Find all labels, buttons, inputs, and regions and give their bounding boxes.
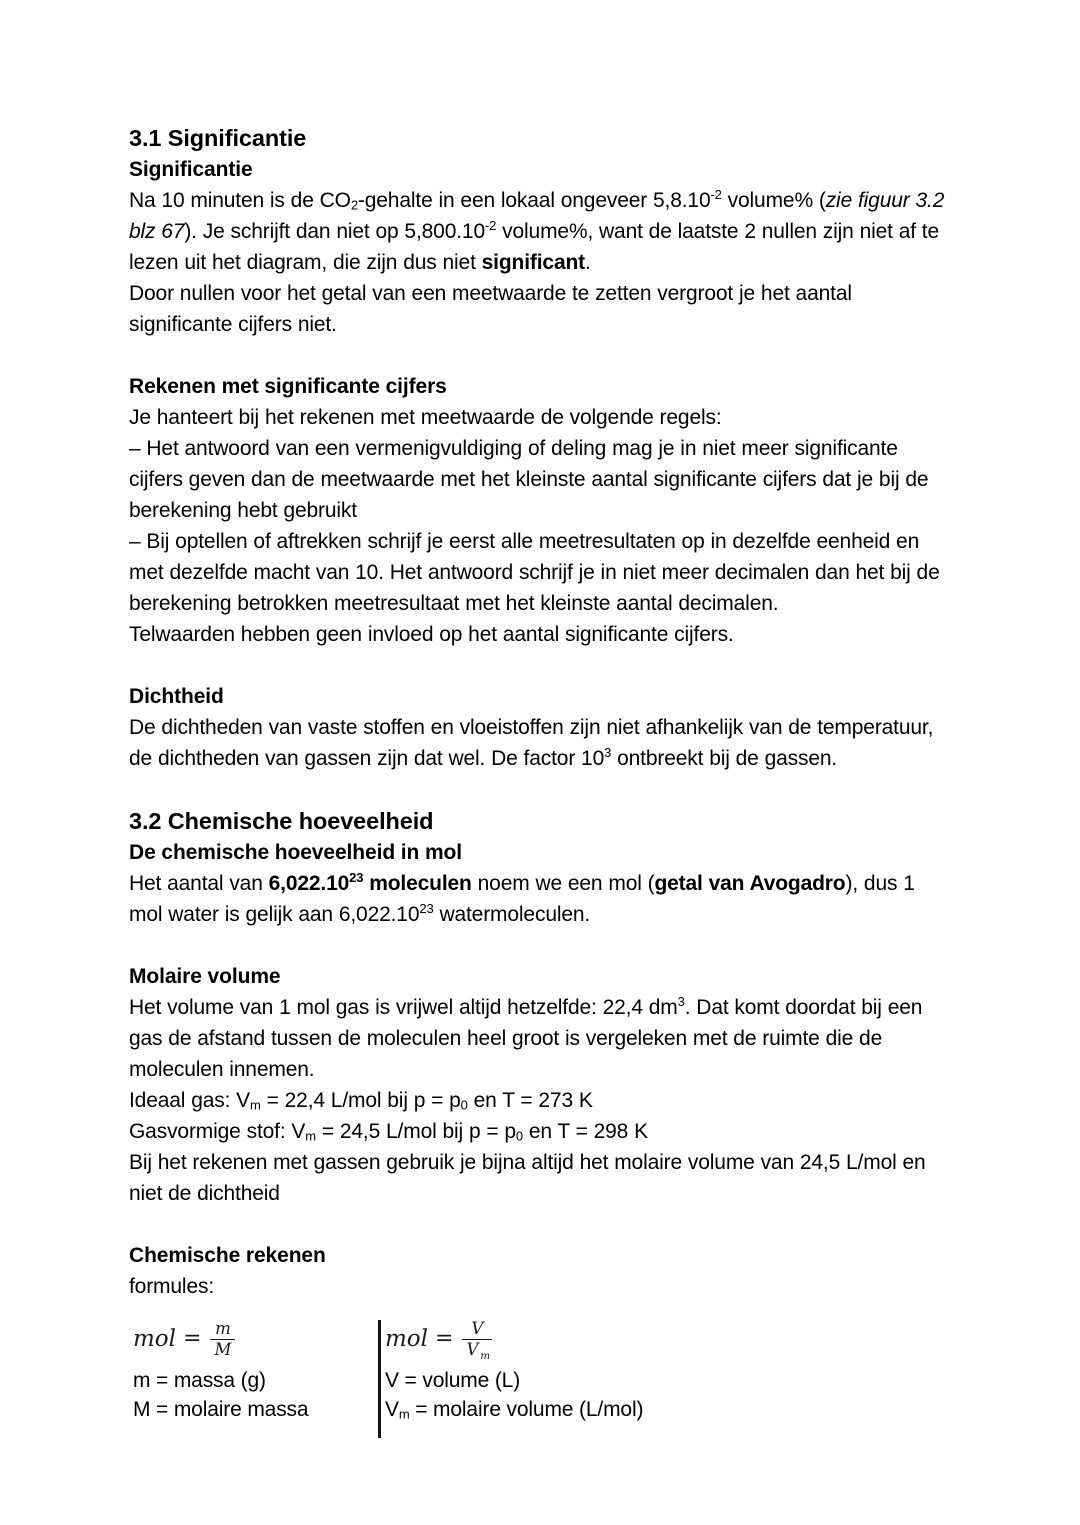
power-superscript: 3 xyxy=(677,994,685,1009)
power-superscript: -2 xyxy=(710,187,722,202)
heading-chemische-rekenen: Chemische rekenen xyxy=(129,1244,326,1267)
p-zero-subscript: 0 xyxy=(460,1097,468,1113)
line-gasvormige-stof xyxy=(129,1116,951,1147)
formula-mol-equals-m-over-M xyxy=(133,1320,237,1358)
paragraph-chemische-hoeveelheid xyxy=(129,868,951,930)
formula-mol-mass-row xyxy=(133,1312,373,1366)
bold-significant: significant xyxy=(481,251,586,274)
paragraph-molaire-volume-closing: Bij het rekenen met gassen gebruik je bijna altijd het molaire volume van 24,5 L/mol en niet de dichtheid xyxy=(129,1151,926,1205)
legend-V-volume: V = volume (L) xyxy=(385,1369,521,1392)
legend-m-massa: m = massa (g) xyxy=(133,1369,266,1392)
formula-column-divider xyxy=(378,1320,381,1438)
text-fragment: = 22,4 L/mol bij p = p xyxy=(260,1089,461,1112)
text-fragment: -gehalte in een lokaal ongeveer 5,8.10 xyxy=(357,189,711,212)
text-fragment: moleculen xyxy=(363,872,472,895)
power-superscript: 23 xyxy=(419,901,434,916)
document-content xyxy=(129,122,951,1442)
paragraph-rekenen-intro: Je hanteert bij het rekenen met meetwaarde de volgende regels: xyxy=(129,406,722,429)
legend-Vm-molaire-volume xyxy=(385,1395,815,1424)
subheading-de-chemische-hoeveelheid-in-mol: De chemische hoeveelheid in mol xyxy=(129,841,463,864)
fraction-V-over-Vm xyxy=(460,1319,494,1363)
paragraph-rekenen-note: Telwaarden hebben geen invloed op het aantal significante cijfers. xyxy=(129,623,734,646)
text-fragment: 6,022.10 xyxy=(268,872,350,895)
equals-sign: = xyxy=(435,1326,454,1351)
paragraph-spacer xyxy=(129,1209,951,1240)
fraction-m-over-M xyxy=(208,1320,237,1358)
formula-mol-volume-row xyxy=(385,1312,815,1366)
formula-column-volume xyxy=(385,1312,815,1424)
text-fragment: Ideaal gas: V xyxy=(129,1089,251,1112)
paragraph-rekenen-rule-2: – Bij optellen of aftrekken schrijf je eerst alle meetresultaten op in dezelfde eenheid en met dezelfde macht van 10. Het antwoord schrijf je in niet meer decimalen dan het bij de berekening betrokken meetresultaat met het kleinste aantal decimalen. xyxy=(129,530,940,615)
co2-subscript: 2 xyxy=(350,197,358,213)
paragraph-spacer xyxy=(129,930,951,961)
heading-dichtheid: Dichtheid xyxy=(129,685,224,708)
fraction-numerator: m xyxy=(215,1319,231,1339)
v-m-subscript: m xyxy=(250,1097,261,1113)
text-fragment: ). Je schrijft dan niet op 5,800.10 xyxy=(184,220,485,243)
text-fragment: Het aantal van xyxy=(129,872,269,895)
bold-getal-van-avogadro: getal van Avogadro xyxy=(654,872,846,895)
text-fragment: Gasvormige stof: V xyxy=(129,1120,306,1143)
paragraph-spacer xyxy=(129,774,951,805)
text-fragment: volume% ( xyxy=(721,189,826,212)
text-fragment: en T = 298 K xyxy=(522,1120,648,1143)
fraction-denominator: M xyxy=(210,1339,235,1358)
paragraph-spacer xyxy=(129,650,951,681)
text-fragment: volume%, want de laatste 2 nullen zijn niet af te lezen uit het diagram, die zijn dus niet xyxy=(129,220,940,274)
bold-avogadro-number xyxy=(269,872,472,895)
p-zero-subscript: 0 xyxy=(515,1128,523,1144)
paragraph-molaire-volume xyxy=(129,992,951,1085)
formula-mol-equals-V-over-Vm xyxy=(385,1319,494,1363)
denominator-base: V xyxy=(466,1339,479,1359)
text-fragment: ), dus 1 mol water is gelijk aan 6,022.10 xyxy=(129,872,915,926)
formula-block xyxy=(129,1312,951,1442)
formula-lhs: mol xyxy=(133,1325,177,1352)
heading-3-2-chemische-hoeveelheid: 3.2 Chemische hoeveelheid xyxy=(129,808,434,834)
power-superscript: -2 xyxy=(484,218,497,233)
text-fragment: noem we een mol ( xyxy=(471,872,655,895)
italic-figure-reference: zie figuur 3.2 blz 67 xyxy=(129,189,945,243)
subheading-significantie: Significantie xyxy=(129,158,253,181)
text-fragment: en T = 273 K xyxy=(467,1089,593,1112)
text-fragment: ontbreekt bij de gassen. xyxy=(611,747,838,770)
v-m-subscript: m xyxy=(305,1128,316,1144)
heading-molaire-volume: Molaire volume xyxy=(129,965,281,988)
text-fragment: watermoleculen. xyxy=(433,903,591,926)
paragraph-spacer xyxy=(129,340,951,371)
text-fragment: V xyxy=(385,1398,399,1421)
text-fragment: = molaire volume (L/mol) xyxy=(409,1398,644,1421)
text-fragment: = 24,5 L/mol bij p = p xyxy=(315,1120,516,1143)
power-superscript: 23 xyxy=(349,870,364,885)
label-formules: formules: xyxy=(129,1275,215,1298)
text-fragment: De dichtheden van vaste stoffen en vloeistoffen zijn niet afhankelijk van de temperatuur, de dichtheden van gassen zijn dat wel. De factor 10 xyxy=(129,716,934,770)
text-fragment: Het volume van 1 mol gas is vrijwel altijd hetzelfde: 22,4 dm xyxy=(129,996,678,1019)
equals-sign: = xyxy=(183,1326,202,1351)
heading-3-1-significantie: 3.1 Significantie xyxy=(129,125,307,151)
fraction-denominator xyxy=(462,1339,492,1363)
fraction-numerator: V xyxy=(471,1319,484,1339)
legend-M-molaire-massa: M = molaire massa xyxy=(133,1398,309,1421)
heading-rekenen-met-significante-cijfers: Rekenen met significante cijfers xyxy=(129,375,447,398)
paragraph-dichtheid xyxy=(129,712,951,774)
denominator-subscript: m xyxy=(480,1350,491,1363)
paragraph-rekenen-rule-1: – Het antwoord van een vermenigvuldiging of deling mag je in niet meer significante cijfers geven dan de meetwaarde met het kleinste aantal significante cijfers dat je bij de berekening hebt gebruikt xyxy=(129,437,929,522)
text-fragment: . Dat komt doordat bij een gas de afstand tussen de moleculen heel groot is vergeleken met de ruimte die de moleculen innemen. xyxy=(129,996,923,1081)
power-superscript: 3 xyxy=(604,745,612,760)
paragraph-significantie-2: Door nullen voor het getal van een meetwaarde te zetten vergroot je het aantal significante cijfers niet. xyxy=(129,282,852,336)
line-ideaal-gas xyxy=(129,1085,951,1116)
text-fragment: . xyxy=(585,251,591,274)
paragraph-significantie-1 xyxy=(129,185,951,278)
formula-column-mass xyxy=(133,1312,373,1424)
formula-lhs: mol xyxy=(385,1325,429,1352)
v-m-subscript: m xyxy=(398,1406,410,1422)
text-fragment: Na 10 minuten is de CO xyxy=(129,189,351,212)
